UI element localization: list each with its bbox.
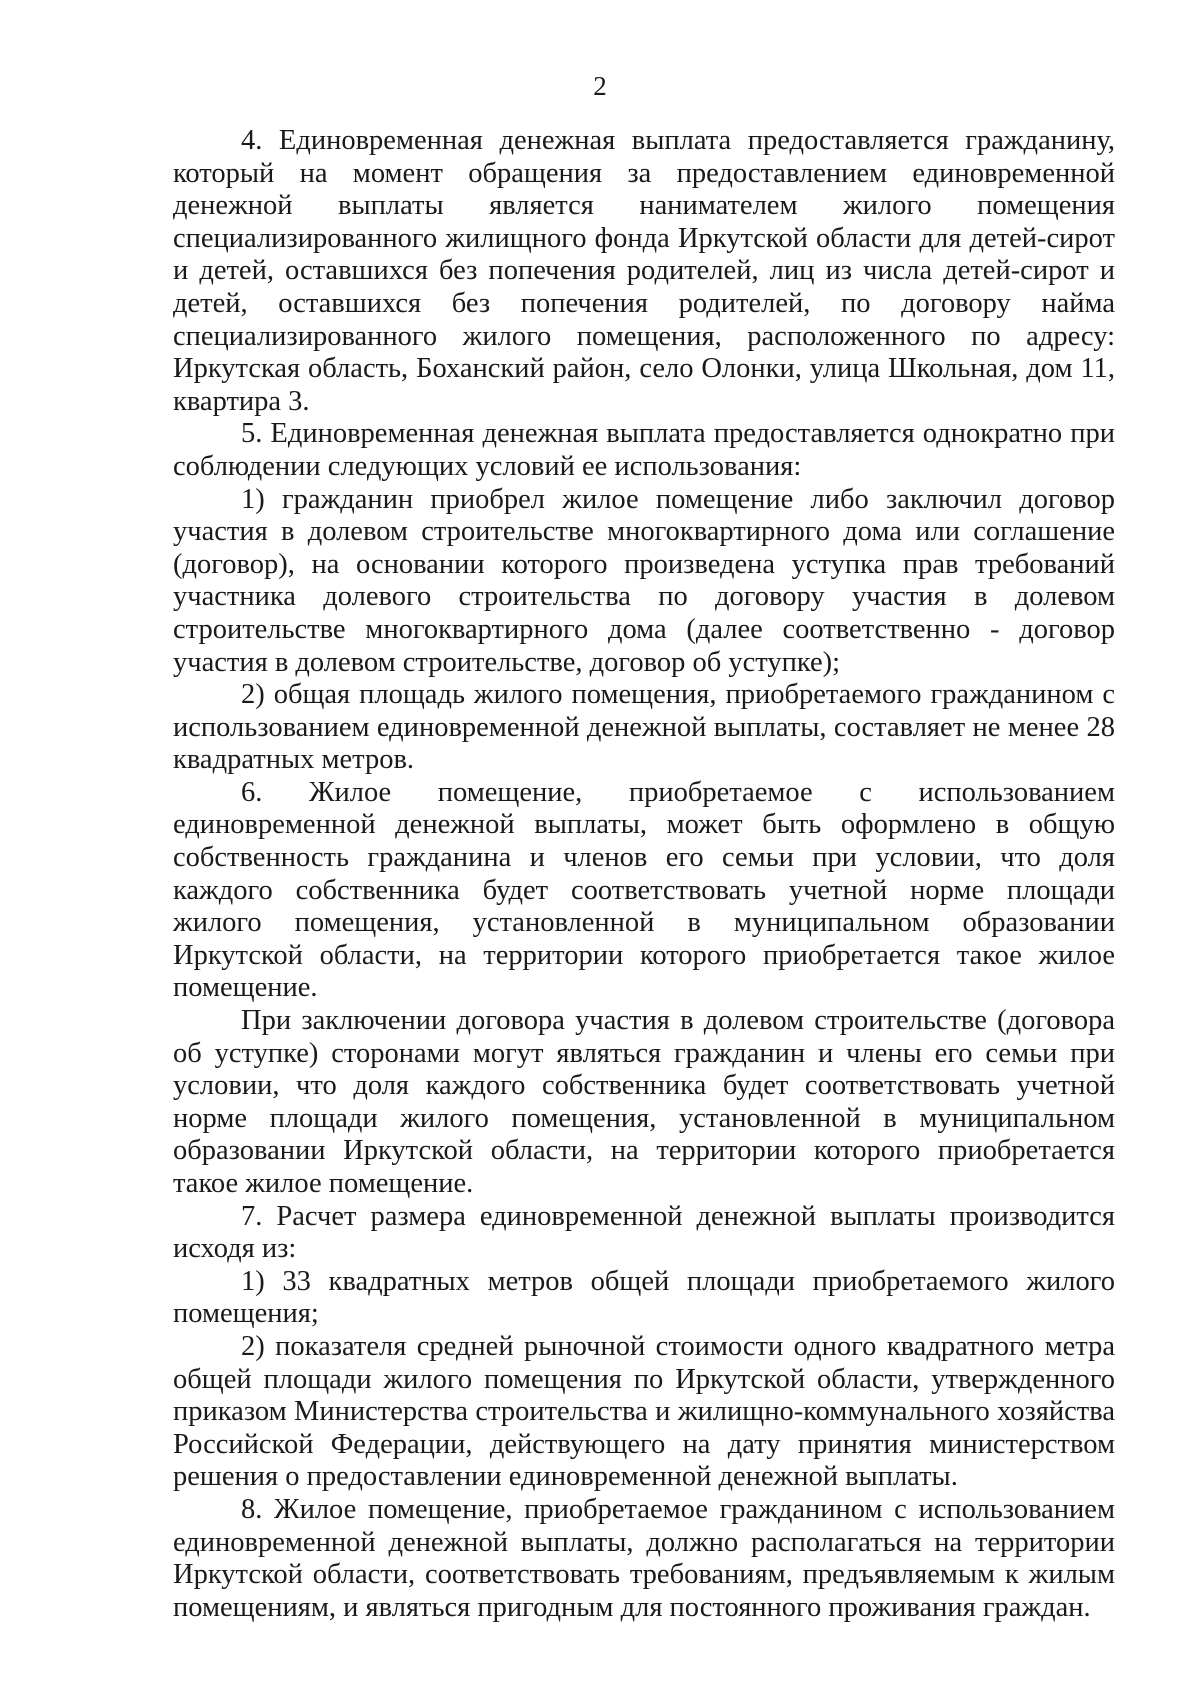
paragraph-item-5: 5. Единовременная денежная выплата предоставляется однократно при соблюдении следующих условий ее использования: [173,418,1115,482]
paragraph-item-6-continued: При заключении договора участия в долевом строительстве (договора об уступке) сторонами могут являться гражданин и члены его семьи при условии, что доля каждого собственника будет соответствовать учетной норме площади жилого помещения, установленной в муниципальном образовании Иркутской области, на территории которого приобретается такое жилое помещение. [173,1005,1115,1199]
paragraph-item-4: 4. Единовременная денежная выплата предоставляется гражданину, который на момент обращения за предоставлением единовременной денежной выплаты является нанимателем жилого помещения специализированного жилищного фонда Иркутской области для детей-сирот и детей, оставшихся без попечения родителей, лиц из числа детей-сирот и детей, оставшихся без попечения родителей, по договору найма специализированного жилого помещения, расположенного по адресу: Иркутская область, Боханский район, село Олонки, улица Школьная, дом 11, квартира 3. [173,125,1115,417]
subparagraph-7-1: 1) 33 квадратных метров общей площади приобретаемого жилого помещения; [173,1265,1115,1330]
page-number: 2 [593,71,607,101]
subparagraph-7-2: 2) показателя средней рыночной стоимости одного квадратного метра общей площади жилого помещения по Иркутской области, утвержденного приказом Министерства строительства и жилищно-коммунального хозяйства Российской Федерации, действующего на дату принятия министерством решения о предоставлении единовременной денежной выплаты. [173,1330,1115,1493]
document-body [173,125,1115,1624]
subparagraph-5-2: 2) общая площадь жилого помещения, приобретаемого гражданином с использованием единовременной денежной выплаты, составляет не менее 28 квадратных метров. [173,679,1115,776]
subparagraph-5-1: 1) гражданин приобрел жилое помещение либо заключил договор участия в долевом строительстве многоквартирного дома или соглашение (договор), на основании которого произведена уступка прав требований участника долевого строительства по договору участия в долевом строительстве многоквартирного дома (далее соответственно - договор участия в долевом строительстве, договор об уступке); [173,483,1115,678]
paragraph-item-8: 8. Жилое помещение, приобретаемое гражданином с использованием единовременной денежной выплаты, должно располагаться на территории Иркутской области, соответствовать требованиям, предъявляемым к жилым помещениям, и являться пригодным для постоянного проживания граждан. [173,1493,1115,1623]
paragraph-item-6: 6. Жилое помещение, приобретаемое с использованием единовременной денежной выплаты, может быть оформлено в общую собственность гражданина и членов его семьи при условии, что доля каждого собственника будет соответствовать учетной норме площади жилого помещения, установленной в муниципальном образовании Иркутской области, на территории которого приобретается такое жилое помещение. [173,776,1115,1004]
paragraph-item-7: 7. Расчет размера единовременной денежной выплаты производится исходя из: [173,1200,1115,1265]
